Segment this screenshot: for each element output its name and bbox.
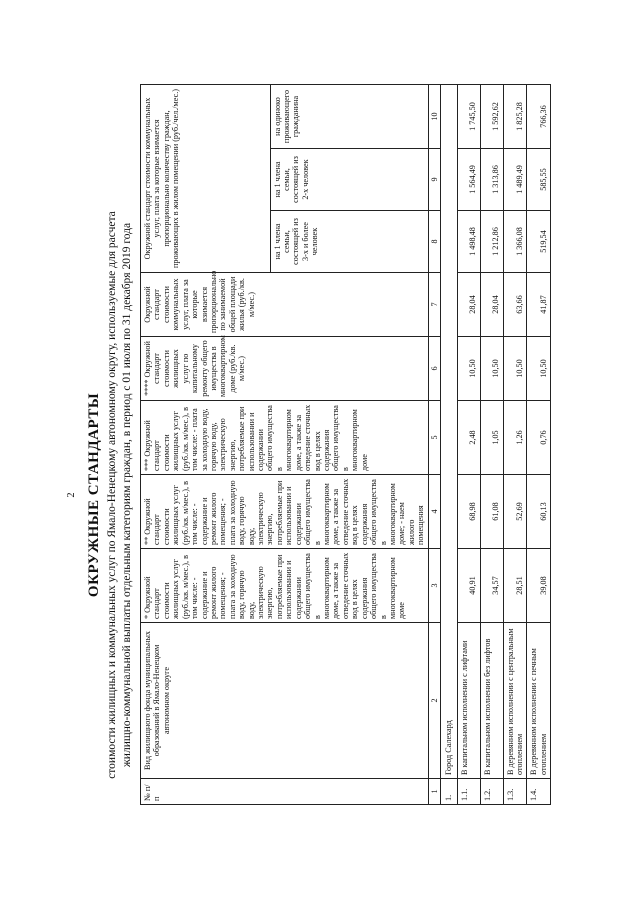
row-value: 40,91: [457, 549, 480, 623]
header-col-7: Окружной стандарт стоимости коммунальных услуг, плата за которые взимается пропорционально по занимаемой общей площади жилья (руб./кв. м/мес.): [141, 273, 429, 337]
document-subtitle-line-2: жилищно-коммунальной выплаты отдельным категориям граждан, в период с 01 июля по 31 декабря 2019 года: [121, 222, 133, 768]
row-housing-type: В деревянном исполнении с печным отоплением: [527, 623, 551, 779]
header-col-9: на 1 члена семьи, состоящей из 2-х человек: [270, 149, 428, 211]
row-value: 1 313,86: [480, 149, 503, 211]
row-value: 1 825,28: [503, 85, 527, 149]
page-number: 2: [66, 492, 77, 498]
row-no: 1.1.: [457, 779, 480, 805]
row-value: 28,04: [457, 273, 480, 337]
header-col-10: на одиноко проживающего гражданина: [270, 85, 428, 149]
document-title: ОКРУЖНЫЕ СТАНДАРТЫ: [86, 392, 102, 598]
column-number: 9: [428, 149, 440, 211]
column-number: 4: [428, 475, 440, 549]
header-col-4: ** Окружной стандарт стоимости жилищных услуг (руб./кв. м/мес.), в том числе: - содержание и ремонт жилого помещения; - плата за холодную воду, горячую воду, электрическую энергию, потребляемые при использовании и содержании общего имущества в многоквартирном доме, а также за отведение сточных вод в целях содержания общего имущества в многоквартирном доме; - наем жилого помещения: [141, 475, 429, 549]
row-value: 1 498,48: [457, 211, 480, 273]
header-col-8-10-group: Окружной стандарт стоимости коммунальных услуг, плата за которые взимается пропорционально количеству граждан, проживающих в жилом помещении (руб./чел./мес.): [141, 85, 271, 273]
table-row: [503, 85, 527, 805]
column-number: 7: [428, 273, 440, 337]
row-value: 34,57: [480, 549, 503, 623]
header-col-3: * Окружной стандарт стоимости жилищных услуг (руб./кв. м/мес.), в том числе: - содержание и ремонт жилого помещения; - плата за холодную воду, горячую воду, электрическую энергию, потребляемые при использовании и содержании общего имущества в многоквартирном доме, а также за отведение сточных вод в целях содержания общего имущества в многоквартирном доме: [141, 549, 429, 623]
document-subtitle-line-1: стоимости жилищных и коммунальных услуг по Ямало-Ненецкому автономному округу, используемые для расчета: [106, 211, 118, 779]
row-value: 28,51: [503, 549, 527, 623]
column-number: 3: [428, 549, 440, 623]
row-housing-type: В капитальном исполнении с лифтами: [457, 623, 480, 779]
column-number: 1: [428, 779, 440, 805]
row-value: 68,98: [457, 475, 480, 549]
row-value: 10,50: [503, 337, 527, 401]
row-housing-type: В деревянном исполнении с центральным отоплением: [503, 623, 527, 779]
row-value: 1,05: [480, 401, 503, 475]
header-housing-type: Вид жилищного фонда муниципальных образований в Ямало-Ненецком автономном округе: [141, 623, 429, 779]
row-value: 1 212,86: [480, 211, 503, 273]
row-no: 1.3.: [503, 779, 527, 805]
city-row-no: 1.: [441, 779, 457, 805]
row-value: 10,50: [480, 337, 503, 401]
row-value: 1 366,08: [503, 211, 527, 273]
row-value: 41,87: [527, 273, 551, 337]
row-value: 63,66: [503, 273, 527, 337]
row-value: 60,13: [527, 475, 551, 549]
row-value: 1 745,50: [457, 85, 480, 149]
row-value: 1 489,49: [503, 149, 527, 211]
column-number-row: [428, 85, 440, 805]
row-value: 39,08: [527, 549, 551, 623]
row-value: 1 592,62: [480, 85, 503, 149]
row-value: 61,08: [480, 475, 503, 549]
row-no: 1.2.: [480, 779, 503, 805]
row-value: 1 564,49: [457, 149, 480, 211]
standards-table: [140, 84, 551, 805]
row-value: 519,54: [527, 211, 551, 273]
table-row: [527, 85, 551, 805]
header-no: № п/п: [141, 779, 429, 805]
table-row: [457, 85, 480, 805]
column-number: 8: [428, 211, 440, 273]
row-value: 766,36: [527, 85, 551, 149]
row-value: 1,26: [503, 401, 527, 475]
header-col-8: на 1 члена семьи, состоящей из 3-х и более человек: [270, 211, 428, 273]
header-col-5: *** Окружной стандарт стоимости жилищных услуг (руб./кв. м/мес.), в том числе: - плата за холодную воду, горячую воду, электрическую энергию, потребляемые при использовании и содержании общего имущества в многоквартирном доме, а также за отведение сточных вод в целях содержания общего имущества в многоквартирном доме: [141, 401, 429, 475]
row-value: 585,55: [527, 149, 551, 211]
row-no: 1.4.: [527, 779, 551, 805]
row-housing-type: В капитальном исполнении без лифтов: [480, 623, 503, 779]
row-value: 2,48: [457, 401, 480, 475]
row-value: 10,50: [527, 337, 551, 401]
header-col-6: **** Окружной стандарт стоимости жилищных услуг по капитальному ремонту общего имущества в многоквартирном доме (руб./кв. м/мес.): [141, 337, 429, 401]
city-row-name: Город Салехард: [441, 85, 457, 779]
column-number: 10: [428, 85, 440, 149]
row-value: 52,69: [503, 475, 527, 549]
row-value: 28,04: [480, 273, 503, 337]
column-number: 2: [428, 623, 440, 779]
city-row: [441, 85, 457, 805]
table-row: [480, 85, 503, 805]
column-number: 6: [428, 337, 440, 401]
column-number: 5: [428, 401, 440, 475]
row-value: 0,76: [527, 401, 551, 475]
row-value: 10,50: [457, 337, 480, 401]
